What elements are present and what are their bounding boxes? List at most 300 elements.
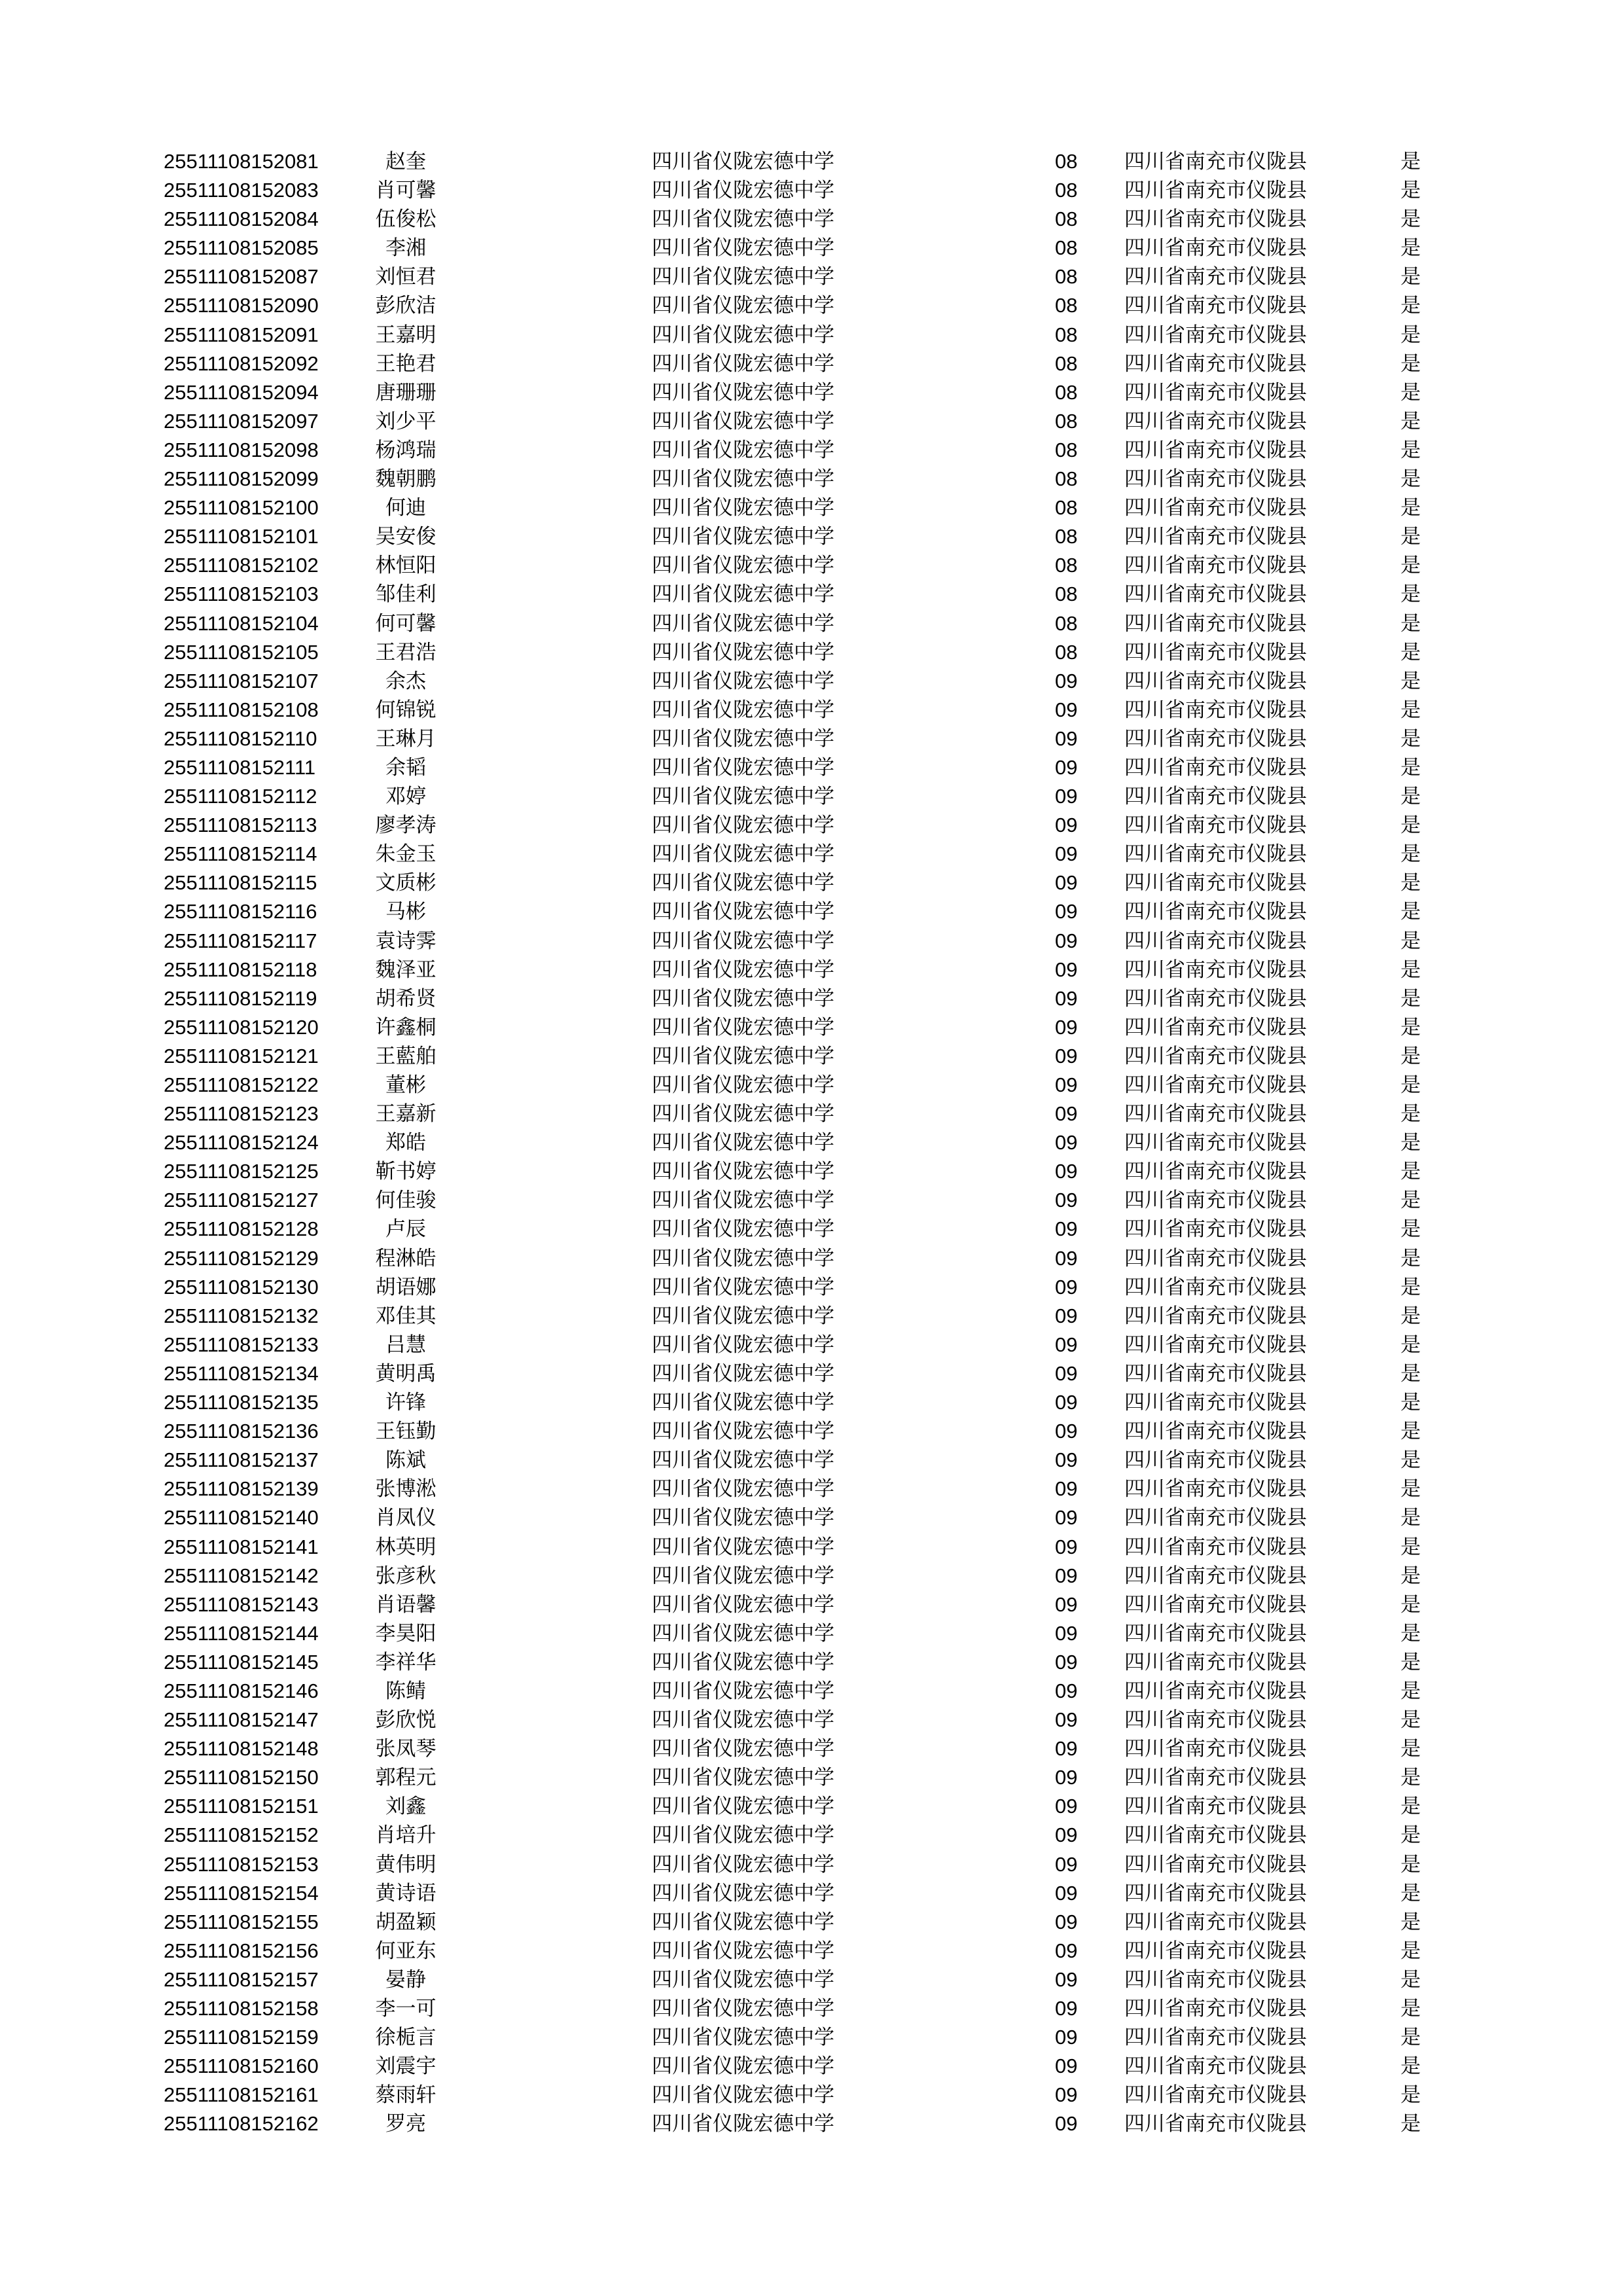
- student-name-cell: 张博淞: [375, 1477, 437, 1501]
- school-cell: 四川省仪陇宏德中学: [652, 1592, 834, 1617]
- student-id-cell: 25511108152158: [164, 1997, 319, 2020]
- student-id-cell: 25511108152123: [164, 1102, 319, 1126]
- school-cell: 四川省仪陇宏德中学: [652, 236, 834, 260]
- class-cell: 09: [1055, 755, 1078, 779]
- table-row: [0, 1734, 1623, 1763]
- address-cell: 四川省南充市仪陇县: [1124, 351, 1307, 376]
- address-cell: 四川省南充市仪陇县: [1124, 1795, 1307, 1819]
- class-cell: 09: [1055, 698, 1078, 721]
- table-row: [0, 1965, 1623, 1994]
- class-cell: 08: [1055, 323, 1078, 346]
- student-name-cell: 何锦锐: [375, 698, 437, 722]
- class-cell: 09: [1055, 1708, 1078, 1732]
- student-name-cell: 黄诗语: [375, 1881, 437, 1905]
- address-cell: 四川省南充市仪陇县: [1124, 1160, 1307, 1184]
- flag-cell: 是: [1400, 1246, 1421, 1270]
- address-cell: 四川省南充市仪陇县: [1124, 1015, 1307, 1039]
- flag-cell: 是: [1400, 179, 1421, 203]
- flag-cell: 是: [1400, 698, 1421, 722]
- address-cell: 四川省南充市仪陇县: [1124, 496, 1307, 520]
- flag-cell: 是: [1400, 1795, 1421, 1819]
- address-cell: 四川省南充市仪陇县: [1124, 726, 1307, 751]
- flag-cell: 是: [1400, 958, 1421, 982]
- table-row: [0, 725, 1623, 753]
- flag-cell: 是: [1400, 409, 1421, 433]
- table-row: [0, 176, 1623, 205]
- student-name-cell: 肖培升: [375, 1823, 437, 1848]
- student-id-cell: 25511108152148: [164, 1737, 319, 1761]
- address-cell: 四川省南充市仪陇县: [1124, 1506, 1307, 1530]
- flag-cell: 是: [1400, 1737, 1421, 1761]
- class-cell: 09: [1055, 986, 1078, 1010]
- address-cell: 四川省南充市仪陇县: [1124, 583, 1307, 607]
- school-cell: 四川省仪陇宏德中学: [652, 496, 834, 520]
- table-row: [0, 1590, 1623, 1619]
- student-id-cell: 25511108152153: [164, 1852, 319, 1876]
- flag-cell: 是: [1400, 1535, 1421, 1559]
- flag-cell: 是: [1400, 438, 1421, 462]
- table-row: [0, 321, 1623, 350]
- table-row: [0, 350, 1623, 378]
- student-id-cell: 25511108152097: [164, 409, 319, 433]
- address-cell: 四川省南充市仪陇县: [1124, 1967, 1307, 1992]
- address-cell: 四川省南充市仪陇县: [1124, 1737, 1307, 1761]
- student-name-cell: 邓佳其: [375, 1304, 437, 1328]
- flag-cell: 是: [1400, 1766, 1421, 1790]
- student-id-cell: 25511108152091: [164, 323, 319, 346]
- class-cell: 09: [1055, 1650, 1078, 1674]
- class-cell: 09: [1055, 1592, 1078, 1616]
- class-cell: 09: [1055, 1246, 1078, 1270]
- school-cell: 四川省仪陇宏德中学: [652, 1246, 834, 1270]
- school-cell: 四川省仪陇宏德中学: [652, 871, 834, 895]
- student-id-cell: 25511108152099: [164, 467, 319, 491]
- school-cell: 四川省仪陇宏德中学: [652, 351, 834, 376]
- student-name-cell: 魏泽亚: [375, 958, 437, 982]
- flag-cell: 是: [1400, 1102, 1421, 1126]
- student-id-cell: 25511108152135: [164, 1391, 319, 1414]
- student-id-cell: 25511108152098: [164, 438, 319, 461]
- school-cell: 四川省仪陇宏德中学: [652, 409, 834, 433]
- school-cell: 四川省仪陇宏德中学: [652, 1650, 834, 1674]
- school-cell: 四川省仪陇宏德中学: [652, 323, 834, 347]
- student-name-cell: 肖语馨: [375, 1592, 437, 1617]
- address-cell: 四川省南充市仪陇县: [1124, 554, 1307, 578]
- table-row: [0, 2052, 1623, 2081]
- table-row: [0, 465, 1623, 493]
- address-cell: 四川省南充市仪陇县: [1124, 1448, 1307, 1473]
- student-id-cell: 25511108152140: [164, 1506, 319, 1530]
- student-name-cell: 黄明禹: [375, 1361, 437, 1386]
- class-cell: 09: [1055, 1852, 1078, 1876]
- table-row: [0, 984, 1623, 1013]
- table-row: [0, 638, 1623, 667]
- table-row: [0, 551, 1623, 580]
- student-id-cell: 25511108152124: [164, 1131, 319, 1155]
- address-cell: 四川省南充市仪陇县: [1124, 2112, 1307, 2136]
- table-row: [0, 667, 1623, 696]
- address-cell: 四川省南充市仪陇县: [1124, 2083, 1307, 2108]
- table-row: [0, 1128, 1623, 1157]
- flag-cell: 是: [1400, 2083, 1421, 2108]
- flag-cell: 是: [1400, 1391, 1421, 1415]
- student-id-cell: 25511108152144: [164, 1621, 319, 1645]
- student-id-cell: 25511108152100: [164, 496, 319, 520]
- class-cell: 08: [1055, 265, 1078, 289]
- flag-cell: 是: [1400, 1708, 1421, 1732]
- student-name-cell: 廖孝涛: [375, 814, 437, 838]
- class-cell: 09: [1055, 1361, 1078, 1385]
- school-cell: 四川省仪陇宏德中学: [652, 785, 834, 809]
- student-name-cell: 张凤琴: [375, 1737, 437, 1761]
- flag-cell: 是: [1400, 351, 1421, 376]
- student-id-cell: 25511108152105: [164, 640, 319, 664]
- student-name-cell: 董彬: [385, 1073, 426, 1097]
- class-cell: 09: [1055, 1621, 1078, 1645]
- student-name-cell: 李祥华: [375, 1650, 437, 1674]
- table-row: [0, 956, 1623, 984]
- student-name-cell: 何迪: [385, 496, 426, 520]
- student-id-cell: 25511108152101: [164, 525, 319, 548]
- address-cell: 四川省南充市仪陇县: [1124, 1477, 1307, 1501]
- student-id-cell: 25511108152127: [164, 1189, 319, 1212]
- table-row: [0, 1879, 1623, 1908]
- flag-cell: 是: [1400, 323, 1421, 347]
- address-cell: 四川省南充市仪陇县: [1124, 1246, 1307, 1270]
- school-cell: 四川省仪陇宏德中学: [652, 1160, 834, 1184]
- student-name-cell: 魏朝鹏: [375, 467, 437, 492]
- school-cell: 四川省仪陇宏德中学: [652, 207, 834, 232]
- class-cell: 09: [1055, 2083, 1078, 2107]
- student-id-cell: 25511108152141: [164, 1535, 319, 1558]
- table-row: [0, 1677, 1623, 1706]
- flag-cell: 是: [1400, 1477, 1421, 1501]
- address-cell: 四川省南充市仪陇县: [1124, 438, 1307, 462]
- flag-cell: 是: [1400, 1333, 1421, 1357]
- student-id-cell: 25511108152157: [164, 1967, 319, 1991]
- class-cell: 09: [1055, 726, 1078, 750]
- student-name-cell: 邓婷: [385, 785, 426, 809]
- flag-cell: 是: [1400, 2054, 1421, 2079]
- flag-cell: 是: [1400, 1189, 1421, 1213]
- class-cell: 09: [1055, 1102, 1078, 1126]
- student-list-table: [0, 147, 1623, 2138]
- student-name-cell: 林恒阳: [375, 554, 437, 578]
- school-cell: 四川省仪陇宏德中学: [652, 698, 834, 722]
- school-cell: 四川省仪陇宏德中学: [652, 1737, 834, 1761]
- address-cell: 四川省南充市仪陇县: [1124, 669, 1307, 693]
- student-name-cell: 李昊阳: [375, 1621, 437, 1645]
- school-cell: 四川省仪陇宏德中学: [652, 1795, 834, 1819]
- student-id-cell: 25511108152145: [164, 1650, 319, 1674]
- table-row: [0, 927, 1623, 956]
- address-cell: 四川省南充市仪陇县: [1124, 986, 1307, 1011]
- student-id-cell: 25511108152136: [164, 1420, 319, 1443]
- class-cell: 09: [1055, 1997, 1078, 2020]
- table-row: [0, 1850, 1623, 1879]
- address-cell: 四川省南充市仪陇县: [1124, 1391, 1307, 1415]
- table-row: [0, 2023, 1623, 2052]
- address-cell: 四川省南充市仪陇县: [1124, 1073, 1307, 1097]
- flag-cell: 是: [1400, 2026, 1421, 2050]
- school-cell: 四川省仪陇宏德中学: [652, 1506, 834, 1530]
- student-name-cell: 袁诗霁: [375, 929, 437, 953]
- class-cell: 09: [1055, 814, 1078, 837]
- student-name-cell: 吴安俊: [375, 525, 437, 549]
- school-cell: 四川省仪陇宏德中学: [652, 1997, 834, 2020]
- student-id-cell: 25511108152085: [164, 236, 319, 260]
- class-cell: 09: [1055, 1333, 1078, 1356]
- school-cell: 四川省仪陇宏德中学: [652, 1131, 834, 1155]
- student-id-cell: 25511108152162: [164, 2112, 319, 2136]
- address-cell: 四川省南充市仪陇县: [1124, 814, 1307, 838]
- flag-cell: 是: [1400, 380, 1421, 404]
- class-cell: 09: [1055, 842, 1078, 866]
- student-name-cell: 许鑫桐: [375, 1015, 437, 1039]
- student-name-cell: 卢辰: [385, 1217, 426, 1242]
- table-row: [0, 753, 1623, 782]
- table-row: [0, 1359, 1623, 1388]
- student-name-cell: 何可馨: [375, 611, 437, 636]
- student-id-cell: 25511108152107: [164, 669, 319, 692]
- table-row: [0, 1157, 1623, 1186]
- student-name-cell: 许锋: [385, 1391, 426, 1415]
- class-cell: 08: [1055, 294, 1078, 317]
- flag-cell: 是: [1400, 1217, 1421, 1242]
- student-id-cell: 25511108152142: [164, 1564, 319, 1587]
- student-id-cell: 25511108152159: [164, 2026, 319, 2049]
- address-cell: 四川省南充市仪陇县: [1124, 1823, 1307, 1848]
- student-name-cell: 马彬: [385, 900, 426, 924]
- student-id-cell: 25511108152112: [164, 785, 317, 808]
- student-name-cell: 胡盈颖: [375, 1910, 437, 1934]
- student-name-cell: 唐珊珊: [375, 380, 437, 404]
- flag-cell: 是: [1400, 1304, 1421, 1328]
- student-name-cell: 肖可馨: [375, 179, 437, 203]
- class-cell: 09: [1055, 2026, 1078, 2049]
- school-cell: 四川省仪陇宏德中学: [652, 755, 834, 780]
- school-cell: 四川省仪陇宏德中学: [652, 1391, 834, 1415]
- table-row: [0, 1648, 1623, 1677]
- school-cell: 四川省仪陇宏德中学: [652, 1852, 834, 1876]
- address-cell: 四川省南充市仪陇县: [1124, 1102, 1307, 1126]
- student-id-cell: 25511108152087: [164, 265, 319, 289]
- address-cell: 四川省南充市仪陇县: [1124, 1044, 1307, 1068]
- table-row: [0, 1821, 1623, 1850]
- school-cell: 四川省仪陇宏德中学: [652, 1967, 834, 1992]
- class-cell: 08: [1055, 207, 1078, 231]
- class-cell: 09: [1055, 929, 1078, 952]
- address-cell: 四川省南充市仪陇县: [1124, 1708, 1307, 1732]
- table-row: [0, 378, 1623, 407]
- student-id-cell: 25511108152118: [164, 958, 317, 981]
- flag-cell: 是: [1400, 150, 1421, 173]
- student-name-cell: 李湘: [385, 236, 426, 260]
- student-id-cell: 25511108152133: [164, 1333, 319, 1356]
- school-cell: 四川省仪陇宏德中学: [652, 2054, 834, 2079]
- flag-cell: 是: [1400, 496, 1421, 520]
- student-id-cell: 25511108152081: [164, 150, 319, 173]
- table-row: [0, 1302, 1623, 1331]
- flag-cell: 是: [1400, 525, 1421, 549]
- flag-cell: 是: [1400, 294, 1421, 318]
- class-cell: 09: [1055, 1477, 1078, 1501]
- school-cell: 四川省仪陇宏德中学: [652, 2112, 834, 2136]
- table-row: [0, 840, 1623, 869]
- table-row: [0, 1994, 1623, 2023]
- flag-cell: 是: [1400, 1621, 1421, 1645]
- class-cell: 08: [1055, 525, 1078, 548]
- flag-cell: 是: [1400, 1881, 1421, 1905]
- school-cell: 四川省仪陇宏德中学: [652, 294, 834, 318]
- class-cell: 09: [1055, 1737, 1078, 1761]
- table-row: [0, 1937, 1623, 1965]
- student-id-cell: 25511108152129: [164, 1246, 319, 1270]
- student-name-cell: 肖凤仪: [375, 1506, 437, 1530]
- address-cell: 四川省南充市仪陇县: [1124, 380, 1307, 404]
- class-cell: 09: [1055, 1189, 1078, 1212]
- table-row: [0, 1446, 1623, 1475]
- student-id-cell: 25511108152119: [164, 986, 317, 1010]
- class-cell: 09: [1055, 1304, 1078, 1327]
- student-id-cell: 25511108152122: [164, 1073, 319, 1096]
- address-cell: 四川省南充市仪陇县: [1124, 755, 1307, 780]
- flag-cell: 是: [1400, 207, 1421, 232]
- address-cell: 四川省南充市仪陇县: [1124, 1852, 1307, 1876]
- flag-cell: 是: [1400, 842, 1421, 867]
- flag-cell: 是: [1400, 1275, 1421, 1299]
- student-name-cell: 程淋皓: [375, 1246, 437, 1270]
- address-cell: 四川省南充市仪陇县: [1124, 1650, 1307, 1674]
- address-cell: 四川省南充市仪陇县: [1124, 1564, 1307, 1588]
- school-cell: 四川省仪陇宏德中学: [652, 669, 834, 693]
- flag-cell: 是: [1400, 583, 1421, 607]
- address-cell: 四川省南充市仪陇县: [1124, 1275, 1307, 1299]
- student-name-cell: 邹佳利: [375, 583, 437, 607]
- school-cell: 四川省仪陇宏德中学: [652, 640, 834, 664]
- class-cell: 09: [1055, 1073, 1078, 1096]
- school-cell: 四川省仪陇宏德中学: [652, 1102, 834, 1126]
- student-id-cell: 25511108152104: [164, 611, 319, 635]
- student-name-cell: 刘震宇: [375, 2054, 437, 2079]
- student-name-cell: 刘鑫: [385, 1795, 426, 1819]
- student-id-cell: 25511108152108: [164, 698, 319, 721]
- student-id-cell: 25511108152083: [164, 179, 319, 202]
- table-row: [0, 1908, 1623, 1937]
- flag-cell: 是: [1400, 1939, 1421, 1963]
- flag-cell: 是: [1400, 640, 1421, 664]
- flag-cell: 是: [1400, 1015, 1421, 1039]
- address-cell: 四川省南充市仪陇县: [1124, 467, 1307, 492]
- student-id-cell: 25511108152116: [164, 900, 317, 924]
- student-id-cell: 25511108152110: [164, 726, 317, 750]
- school-cell: 四川省仪陇宏德中学: [652, 1679, 834, 1703]
- class-cell: 09: [1055, 1420, 1078, 1443]
- student-name-cell: 刘恒君: [375, 265, 437, 289]
- address-cell: 四川省南充市仪陇县: [1124, 929, 1307, 953]
- address-cell: 四川省南充市仪陇县: [1124, 611, 1307, 636]
- table-row: [0, 1533, 1623, 1562]
- class-cell: 09: [1055, 958, 1078, 981]
- school-cell: 四川省仪陇宏德中学: [652, 467, 834, 492]
- class-cell: 09: [1055, 1881, 1078, 1905]
- flag-cell: 是: [1400, 814, 1421, 838]
- student-id-cell: 25511108152111: [164, 755, 316, 779]
- class-cell: 09: [1055, 1217, 1078, 1241]
- address-cell: 四川省南充市仪陇县: [1124, 785, 1307, 809]
- table-row: [0, 696, 1623, 725]
- flag-cell: 是: [1400, 554, 1421, 578]
- class-cell: 09: [1055, 1564, 1078, 1587]
- school-cell: 四川省仪陇宏德中学: [652, 1766, 834, 1790]
- school-cell: 四川省仪陇宏德中学: [652, 525, 834, 549]
- student-name-cell: 王嘉新: [375, 1102, 437, 1126]
- address-cell: 四川省南充市仪陇县: [1124, 1131, 1307, 1155]
- table-row: [0, 782, 1623, 811]
- address-cell: 四川省南充市仪陇县: [1124, 1679, 1307, 1703]
- school-cell: 四川省仪陇宏德中学: [652, 814, 834, 838]
- flag-cell: 是: [1400, 1967, 1421, 1992]
- table-row: [0, 1042, 1623, 1071]
- student-id-cell: 25511108152134: [164, 1361, 319, 1385]
- flag-cell: 是: [1400, 1852, 1421, 1876]
- address-cell: 四川省南充市仪陇县: [1124, 698, 1307, 722]
- flag-cell: 是: [1400, 871, 1421, 895]
- table-row: [0, 291, 1623, 320]
- table-row: [0, 436, 1623, 465]
- address-cell: 四川省南充市仪陇县: [1124, 525, 1307, 549]
- class-cell: 09: [1055, 1160, 1078, 1183]
- flag-cell: 是: [1400, 986, 1421, 1011]
- school-cell: 四川省仪陇宏德中学: [652, 1477, 834, 1501]
- table-row: [0, 407, 1623, 436]
- student-name-cell: 文质彬: [375, 871, 437, 895]
- flag-cell: 是: [1400, 1160, 1421, 1184]
- table-row: [0, 262, 1623, 291]
- flag-cell: 是: [1400, 1044, 1421, 1068]
- student-id-cell: 25511108152152: [164, 1823, 319, 1847]
- class-cell: 09: [1055, 2054, 1078, 2078]
- class-cell: 09: [1055, 1044, 1078, 1067]
- student-id-cell: 25511108152160: [164, 2054, 319, 2078]
- student-name-cell: 晏静: [385, 1967, 426, 1992]
- school-cell: 四川省仪陇宏德中学: [652, 1015, 834, 1039]
- class-cell: 09: [1055, 2112, 1078, 2136]
- student-name-cell: 刘少平: [375, 409, 437, 433]
- school-cell: 四川省仪陇宏德中学: [652, 1564, 834, 1588]
- school-cell: 四川省仪陇宏德中学: [652, 583, 834, 607]
- student-name-cell: 余杰: [385, 669, 426, 693]
- student-id-cell: 25511108152103: [164, 583, 319, 606]
- student-name-cell: 余韬: [385, 755, 426, 780]
- school-cell: 四川省仪陇宏德中学: [652, 1448, 834, 1473]
- class-cell: 09: [1055, 1131, 1078, 1155]
- class-cell: 09: [1055, 900, 1078, 924]
- address-cell: 四川省南充市仪陇县: [1124, 1621, 1307, 1645]
- address-cell: 四川省南充市仪陇县: [1124, 900, 1307, 924]
- student-name-cell: 何亚东: [375, 1939, 437, 1963]
- student-name-cell: 陈鲭: [385, 1679, 426, 1703]
- address-cell: 四川省南充市仪陇县: [1124, 294, 1307, 318]
- flag-cell: 是: [1400, 1679, 1421, 1703]
- school-cell: 四川省仪陇宏德中学: [652, 554, 834, 578]
- flag-cell: 是: [1400, 1073, 1421, 1097]
- address-cell: 四川省南充市仪陇县: [1124, 323, 1307, 347]
- flag-cell: 是: [1400, 1823, 1421, 1848]
- address-cell: 四川省南充市仪陇县: [1124, 1881, 1307, 1905]
- student-name-cell: 胡语娜: [375, 1275, 437, 1299]
- school-cell: 四川省仪陇宏德中学: [652, 1939, 834, 1963]
